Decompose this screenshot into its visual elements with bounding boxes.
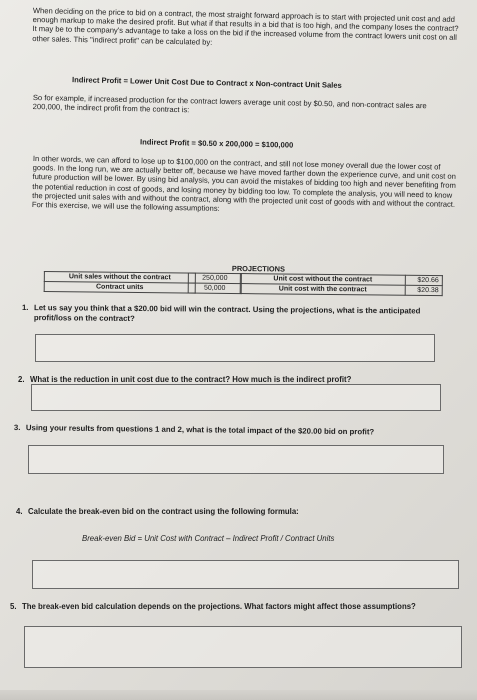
table-cell: 250,000	[188, 273, 241, 284]
example-paragraph: So for example, if increased production for the contract lowers average unit cost by $0.50, and non-contract sales are 200,000, the indirect profit from the contract is:	[32, 93, 427, 115]
answer-box-4[interactable]	[32, 560, 459, 589]
question-text: Using your results from questions 1 and 2, what is the total impact of the $20.00 bid on profit?	[25, 423, 375, 437]
table-row	[44, 282, 195, 294]
answer-box-5[interactable]	[24, 626, 462, 668]
table-row	[240, 284, 442, 296]
projections-heading: PROJECTIONS	[231, 263, 285, 274]
question-number: 2.	[18, 375, 25, 384]
question-number: 4.	[16, 507, 23, 516]
table-row	[188, 283, 241, 294]
table-cell: 50,000	[188, 283, 241, 294]
answer-box-1[interactable]	[35, 334, 435, 362]
table-cell: Unit sales without the contract	[44, 272, 195, 284]
question-text: The break-even bid calculation depends on the projections. What factors might affect those assumptions?	[22, 602, 416, 611]
table-cell: Unit cost with the contract	[240, 284, 405, 296]
table-cell: Contract units	[44, 282, 195, 294]
question-text: Calculate the break-even bid on the contract using the following formula:	[28, 507, 299, 516]
answer-box-3[interactable]	[28, 445, 444, 474]
break-even-formula: Break-even Bid = Unit Cost with Contract – Indirect Profit / Contract Units	[82, 534, 335, 543]
question-text: Let us say you think that a $20.00 bid will win the contract. Using the projections, what is the anticipated profit/loss on the contract?	[33, 303, 421, 323]
table-row	[188, 273, 241, 284]
projections-table	[44, 262, 464, 306]
table-cell: $20.66	[405, 275, 442, 285]
page-edge-shadow	[0, 690, 477, 700]
projections-left-values	[188, 273, 242, 295]
projections-right	[240, 273, 443, 296]
question-number: 5.	[10, 602, 17, 611]
table-cell: Unit cost without the contract	[240, 274, 405, 286]
explanation-paragraph: In other words, we can afford to lose up to $100,000 on the contract, and still not lose money overall due the lower cost of goods. In the long run, we are actually better off, because we have moved farther down the experience curve, and unit cost on future production will be lower. By using bid analysis, you can avoid the mistakes of bidding too high and never benefiting from the potential reduction in cost of goods, and losing money by bidding too low. To complete the analysis, you will need to know the projected unit sales with and without the contract, along with the projected unit cost of goods with and without the contract. For this exercise, we will use the following assumptions:	[31, 154, 456, 213]
indirect-profit-formula: Indirect Profit = Lower Unit Cost Due to Contract x Non-contract Unit Sales	[71, 75, 342, 90]
answer-box-2[interactable]	[31, 384, 441, 411]
question-number: 3.	[13, 423, 21, 433]
question-3	[13, 423, 459, 437]
indirect-profit-example: Indirect Profit = $0.50 x 200,000 = $100,000	[139, 137, 294, 150]
question-text: What is the reduction in unit cost due to the contract? How much is the indirect profit?	[30, 375, 352, 384]
table-cell: $20.38	[405, 285, 442, 295]
projections-left-labels	[44, 271, 196, 294]
question-number: 1.	[21, 303, 29, 313]
intro-paragraph: When deciding on the price to bid on a contract, the most straight forward approach is to start with projected unit cost and add enough markup to make the desired profit. But what if that results in a bid that is too high, and the company loses the contract? It may be to the company's advantage to take a loss on the bid if the increased volume from the contract lowers unit cost on all other sales. This "indirect profit" can be calculated by:	[32, 6, 459, 47]
